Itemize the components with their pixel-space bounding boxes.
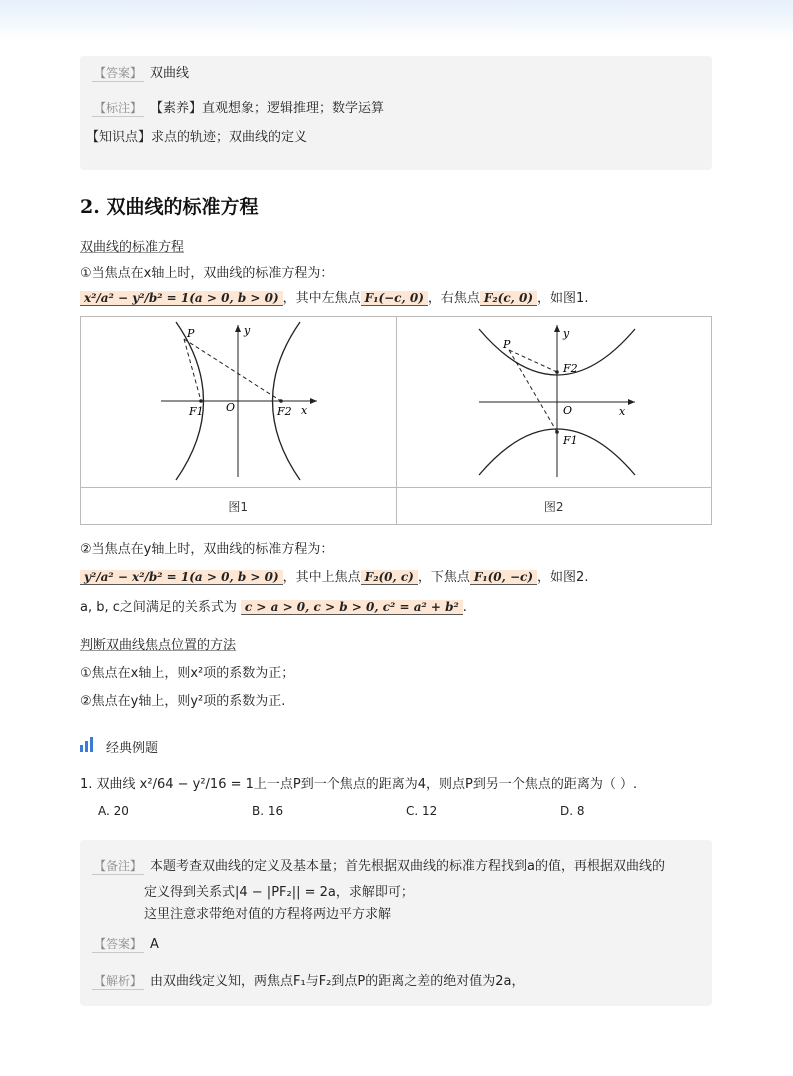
fig2-label-y: y bbox=[562, 327, 569, 340]
relation-end: . bbox=[462, 600, 467, 615]
figure-1-hyperbola bbox=[81, 317, 395, 483]
fig2-label-p: P bbox=[502, 338, 511, 351]
label-text: 【素养】直观想象；逻辑推理；数学运算 bbox=[150, 101, 385, 116]
answer-box-1 bbox=[80, 56, 712, 170]
figure-2-hyperbola bbox=[397, 317, 711, 483]
analysis-text: 由双曲线定义知，两焦点F₁与F₂到点P的距离之差的绝对值为2a， bbox=[150, 974, 525, 989]
subheading-focus-position: 判断双曲线焦点位置的方法 bbox=[80, 638, 237, 653]
left-focus-blank: F₁(−c, 0) bbox=[361, 291, 428, 306]
fig1-label-y: y bbox=[244, 324, 251, 337]
choice-c: C. 12 bbox=[406, 804, 438, 818]
y-axis-foci-line: ②当焦点在y轴上时，双曲线的标准方程为： bbox=[80, 542, 334, 557]
relation-prefix: a, b, c之间满足的关系式为 bbox=[80, 600, 237, 615]
text-upper-focus: ，其中上焦点 bbox=[282, 570, 361, 585]
answer-text: 双曲线 bbox=[150, 66, 190, 81]
label-tag: 【标注】 bbox=[94, 101, 143, 115]
text-left-focus: ，其中左焦点 bbox=[282, 291, 361, 306]
figure-2-caption: 图2 bbox=[396, 488, 712, 525]
equation-blank-2: y²/a² − x²/b² = 1(a > 0, b > 0) bbox=[80, 570, 283, 585]
page-header-band bbox=[0, 0, 793, 40]
upper-focus-blank: F₂(0, c) bbox=[361, 570, 418, 585]
subheading-standard-equation: 双曲线的标准方程 bbox=[80, 240, 185, 255]
answer-text-2: A bbox=[150, 937, 159, 952]
figure-2-cell bbox=[396, 317, 712, 488]
choice-d: D. 8 bbox=[560, 804, 585, 818]
x-axis-equation-line bbox=[80, 287, 588, 306]
choice-b: B. 16 bbox=[252, 804, 284, 818]
figure-1-caption: 图1 bbox=[81, 488, 397, 525]
right-focus-blank: F₂(c, 0) bbox=[480, 291, 537, 306]
knowledge-text: 【知识点】求点的轨迹；双曲线的定义 bbox=[86, 130, 308, 145]
fig2-label-f2: F2 bbox=[562, 362, 578, 375]
section-title: 2. 双曲线的标准方程 bbox=[80, 196, 259, 218]
fig1-label-o: O bbox=[226, 401, 236, 414]
fig1-label-f2: F2 bbox=[277, 405, 292, 418]
equation-blank-1: x²/a² − y²/b² = 1(a > 0, b > 0) bbox=[80, 291, 283, 306]
focus-rule-y: ②焦点在y轴上，则y²项的系数为正. bbox=[80, 694, 286, 709]
answer-tag-2: 【答案】 bbox=[94, 937, 143, 951]
relation-line bbox=[80, 596, 467, 615]
fig1-label-f1: F1 bbox=[189, 405, 204, 418]
fig1-label-p: P bbox=[187, 327, 195, 340]
relation-blank: c > a > 0, c > b > 0, c² = a² + b² bbox=[241, 600, 463, 615]
hyperbola-figure-table bbox=[80, 316, 712, 525]
text-fig-ref-1: ，如图1. bbox=[537, 291, 589, 306]
remark-line-1: 本题考查双曲线的定义及基本量；首先根据双曲线的标准方程找到a的值，再根据双曲线的 bbox=[150, 859, 665, 874]
focus-rule-x: ①焦点在x轴上，则x²项的系数为正； bbox=[80, 666, 295, 681]
remark-line-2: 定义得到关系式|4 − |PF₂|| = 2a，求解即可； bbox=[144, 885, 414, 900]
x-axis-foci-line: ①当焦点在x轴上时，双曲线的标准方程为： bbox=[80, 266, 334, 281]
choice-a: A. 20 bbox=[98, 804, 129, 818]
text-fig-ref-2: ，如图2. bbox=[537, 570, 589, 585]
y-axis-equation-line bbox=[80, 566, 588, 585]
remark-line-3: 这里注意求带绝对值的方程将两边平方求解 bbox=[144, 907, 392, 922]
answer-tag: 【答案】 bbox=[94, 66, 143, 80]
fig2-label-x: x bbox=[618, 405, 625, 418]
fig2-label-f1: F1 bbox=[562, 434, 578, 447]
remark-tag: 【备注】 bbox=[94, 859, 143, 873]
answer-box-2 bbox=[80, 840, 712, 1006]
bar-chart-icon bbox=[80, 736, 98, 756]
fig1-label-x: x bbox=[301, 404, 308, 417]
text-right-focus: ，右焦点 bbox=[427, 291, 480, 306]
fig2-label-o: O bbox=[562, 404, 572, 417]
analysis-tag: 【解析】 bbox=[94, 974, 143, 988]
text-lower-focus: ，下焦点 bbox=[417, 570, 470, 585]
question-stem: 1. 双曲线 x²/64 − y²/16 = 1上一点P到一个焦点的距离为4，则点P到另一个焦点的距离为（ ）. bbox=[80, 777, 638, 792]
lower-focus-blank: F₁(0, −c) bbox=[470, 570, 537, 585]
examples-heading: 经典例题 bbox=[106, 741, 159, 756]
figure-1-cell bbox=[81, 317, 397, 488]
